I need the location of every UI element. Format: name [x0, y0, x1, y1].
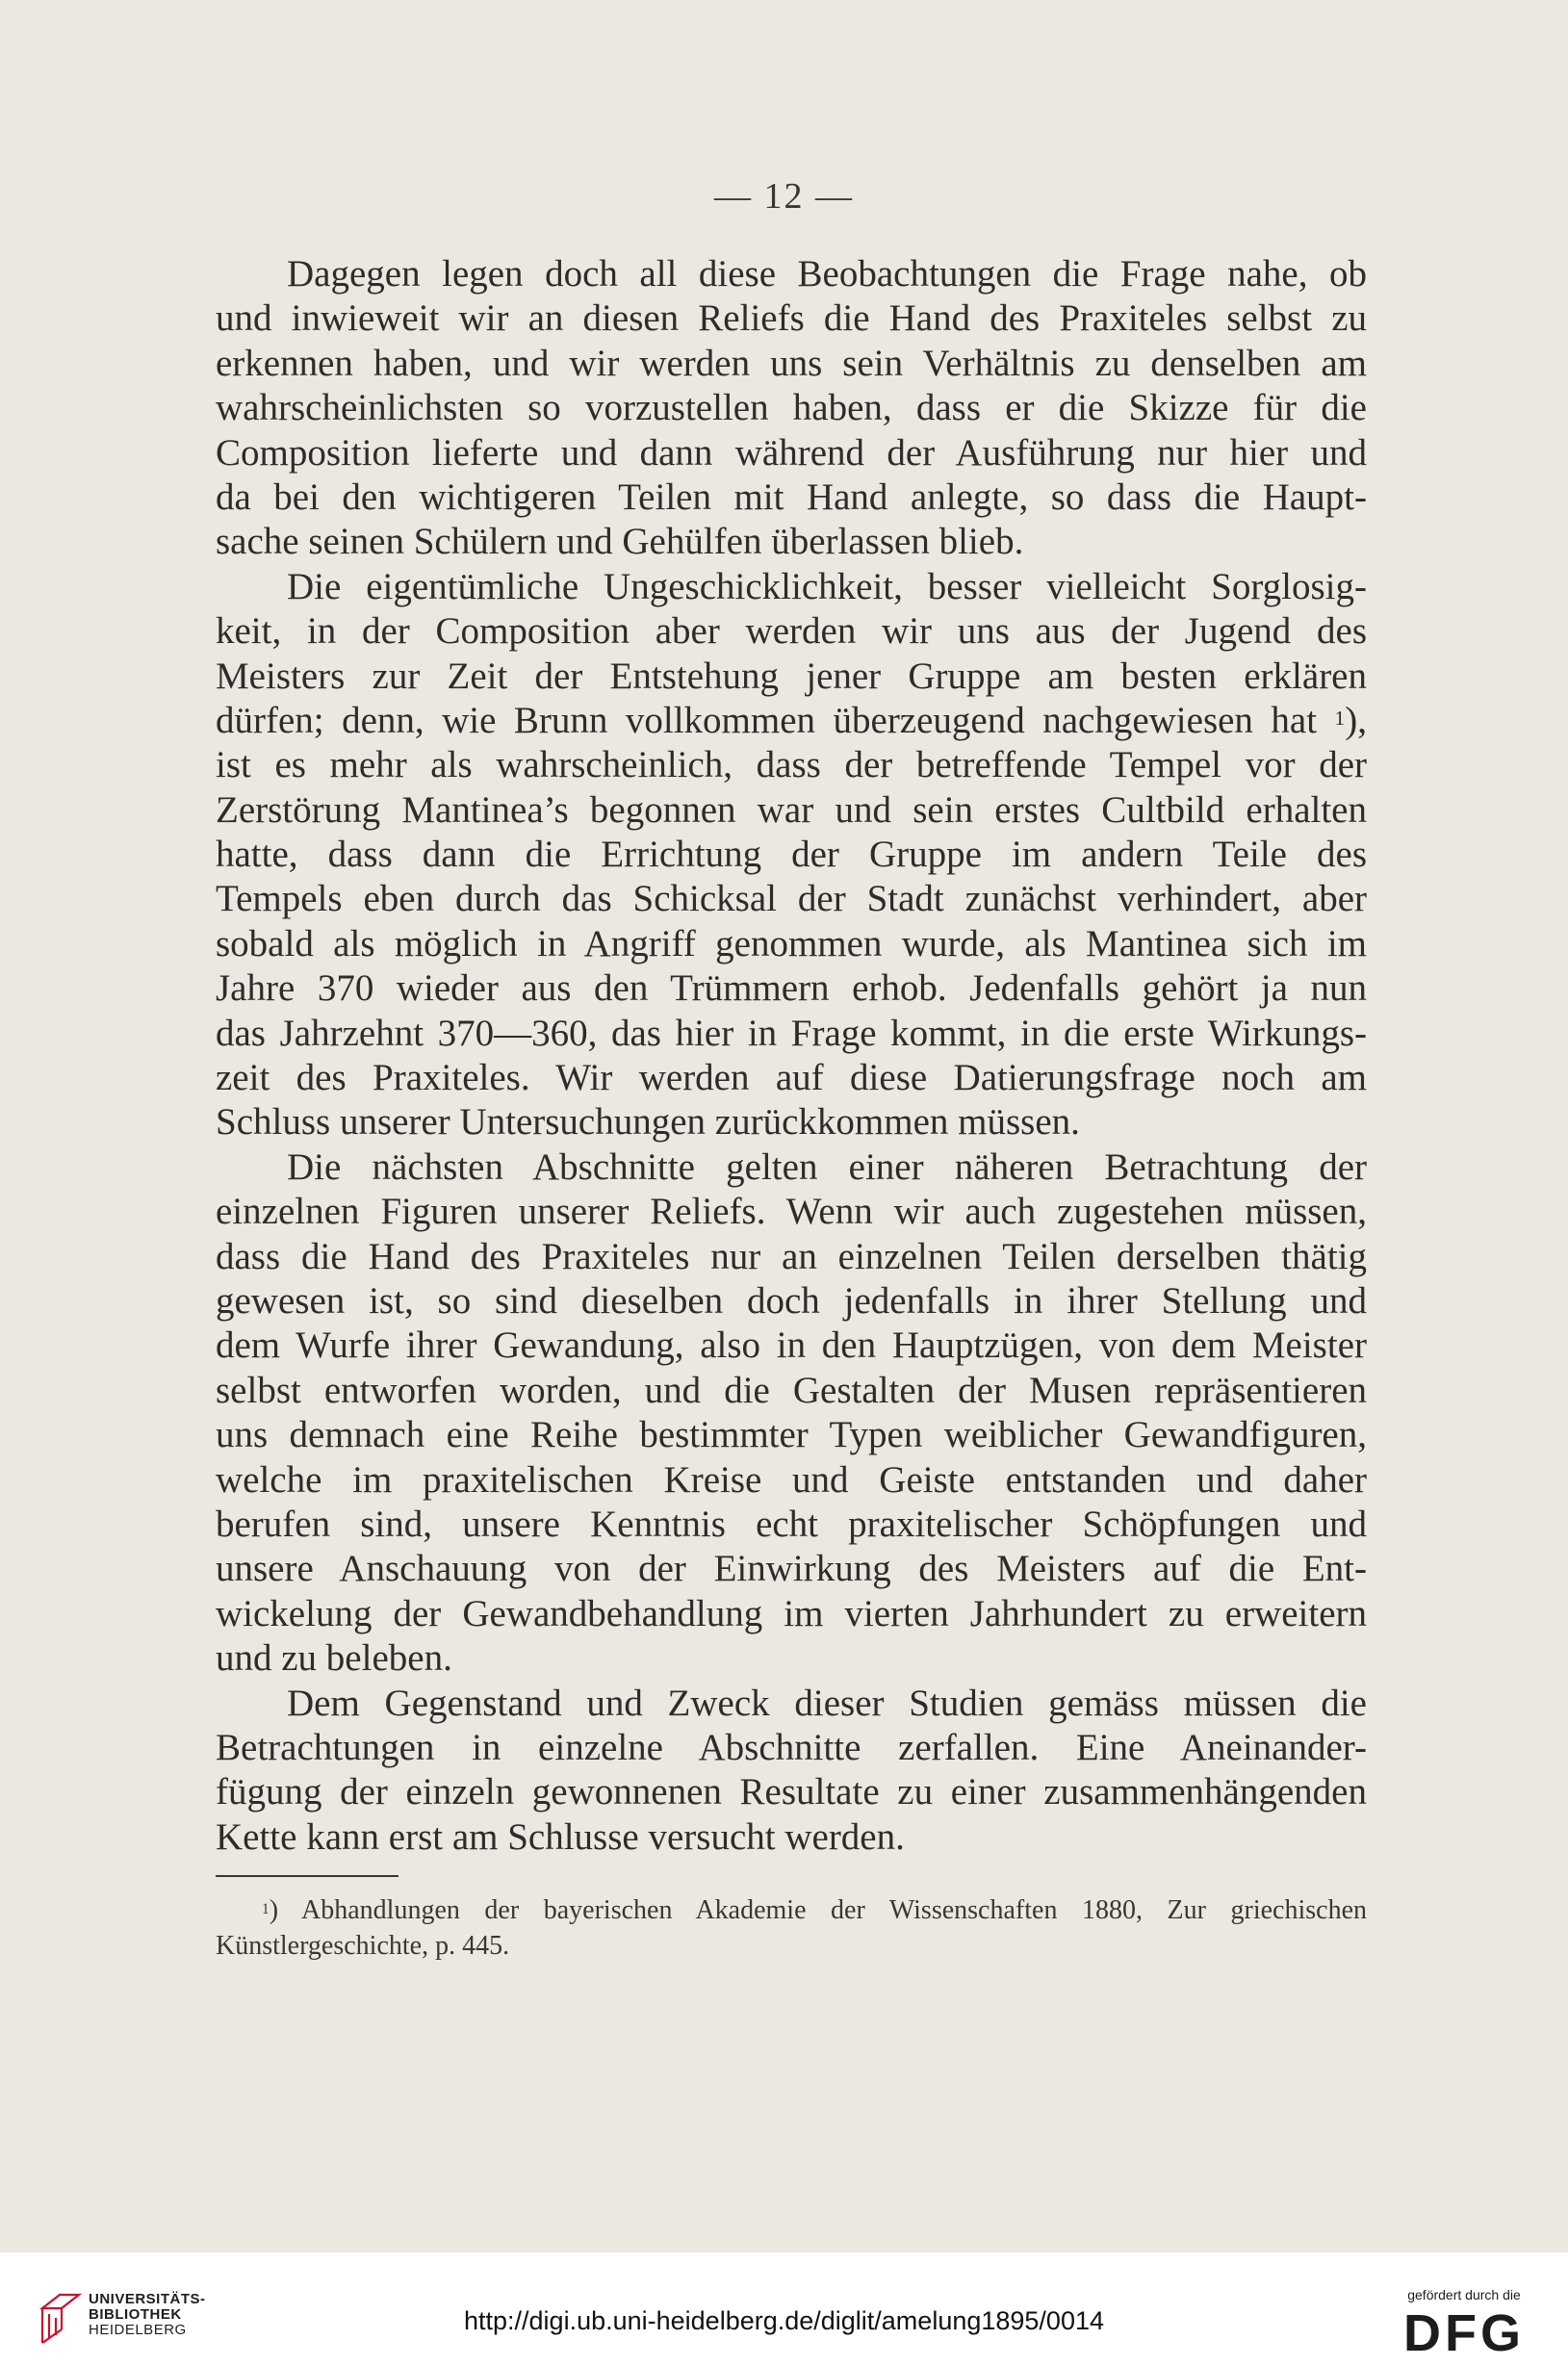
dfg-logo[interactable]: DFG — [1403, 2304, 1525, 2362]
text-line: Schluss unserer Untersuchungen zurückkommen müssen. — [216, 1101, 1080, 1144]
text-line: Kette kann erst am Schlusse versucht werden. — [216, 1815, 905, 1858]
text-line: wahrscheinlichsten so vorzustellen haben, dass er die Skizze für die — [216, 387, 1367, 429]
text-line: berufen sind, unsere Kenntnis echt praxitelischer Schöpfungen und — [216, 1503, 1367, 1545]
text-line: ist es mehr als wahrscheinlich, dass der betreffende Tempel vor der — [216, 744, 1367, 786]
footnote-marker: 1 — [262, 1900, 270, 1917]
text-line: wickelung der Gewandbehandlung im vierten Jahrhundert zu erweitern — [216, 1592, 1367, 1634]
footnote-line — [216, 1892, 1367, 1928]
text-line: Betrachtungen in einzelne Abschnitte zerfallen. Eine Aneinander- — [216, 1726, 1367, 1768]
institution-line: HEIDELBERG — [89, 2322, 187, 2338]
text-line: keit, in der Composition aber werden wir uns aus der Jugend des — [216, 610, 1367, 653]
text-line: dass die Hand des Praxiteles nur an einzelnen Teilen derselben thätig — [216, 1235, 1367, 1277]
text-line: Composition lieferte und dann während der Ausführung nur hier und — [216, 431, 1367, 474]
page-number: — 12 — — [714, 176, 854, 217]
institution-line: BIBLIOTHEK — [89, 2306, 182, 2323]
text-line: Dem Gegenstand und Zweck dieser Studien gemäss müssen die — [287, 1682, 1367, 1724]
footnote-text: Abhandlungen der bayerischen Akademie der Wissenschaften 1880, Zur griechischen — [278, 1895, 1367, 1925]
footnote-marker-suffix: ) — [269, 1895, 279, 1925]
text-line: Tempels eben durch das Schicksal der Stadt zunächst verhindert, aber — [216, 878, 1367, 920]
footnote-reference[interactable]: 1 — [1334, 707, 1346, 731]
text-line: da bei den wichtigeren Teilen mit Hand anlegte, so dass die Haupt- — [216, 476, 1367, 518]
text-line: Zerstörung Mantinea’s begonnen war und sein erstes Cultbild erhalten — [216, 788, 1367, 831]
footnote-divider — [216, 1875, 398, 1877]
text-line: uns demnach eine Reihe bestimmter Typen weiblicher Gewandfiguren, — [216, 1414, 1367, 1456]
text-line: und inwieweit wir an diesen Reliefs die Hand des Praxiteles selbst zu — [216, 297, 1367, 340]
text-line-with-footnote-ref — [216, 699, 1367, 743]
text-line: welche im praxitelischen Kreise und Geiste entstanden und daher — [216, 1458, 1367, 1501]
text-line: Dagegen legen doch all diese Beobachtungen die Frage nahe, ob — [287, 253, 1367, 295]
text-line: selbst entworfen worden, und die Gestalten der Musen repräsentieren — [216, 1369, 1367, 1411]
text-line: dem Wurfe ihrer Gewandung, also in den Hauptzügen, von dem Meister — [216, 1324, 1367, 1367]
text-line: einzelnen Figuren unserer Reliefs. Wenn wir auch zugestehen müssen, — [216, 1191, 1367, 1233]
text-line: fügung der einzeln gewonnenen Resultate zu einer zusammenhängenden — [216, 1771, 1367, 1813]
body-text — [216, 252, 1367, 1860]
footnote-ref-suffix: ), — [1345, 699, 1368, 741]
text-line: Die nächsten Abschnitte gelten einer näheren Betrachtung der — [287, 1145, 1367, 1188]
footnote-line: Künstlergeschichte, p. 445. — [216, 1931, 510, 1961]
text-line: Jahre 370 wieder aus den Trümmern erhob. Jedenfalls gehört ja nun — [216, 967, 1367, 1010]
text-line: das Jahrzehnt 370—360, das hier in Frage kommt, in die erste Wirkungs- — [216, 1012, 1367, 1054]
text-line: sobald als möglich in Angriff genommen wurde, als Mantinea sich im — [216, 922, 1367, 964]
text-line: erkennen haben, und wir werden uns sein Verhältnis zu denselben am — [216, 342, 1367, 384]
text-line: sache seinen Schülern und Gehülfen überlassen blieb. — [216, 521, 1024, 563]
permalink-url[interactable]: http://digi.ub.uni-heidelberg.de/diglit/amelung1895/0014 — [464, 2306, 1104, 2335]
text-line: Die eigentümliche Ungeschicklichkeit, besser vielleicht Sorglosig- — [287, 565, 1367, 607]
text-line: unsere Anschauung von der Einwirkung des Meisters auf die Ent- — [216, 1548, 1367, 1590]
text-line: zeit des Praxiteles. Wir werden auf diese Datierungsfrage noch am — [216, 1057, 1367, 1099]
footnote — [216, 1892, 1367, 1964]
text-line: hatte, dass dann die Errichtung der Gruppe im andern Teile des — [216, 834, 1367, 876]
footer-bar — [0, 2252, 1568, 2366]
text-line: Meisters zur Zeit der Entstehung jener Gruppe am besten erklären — [216, 655, 1367, 697]
text-line: gewesen ist, so sind dieselben doch jedenfalls in ihrer Stellung und — [216, 1279, 1367, 1322]
text-line: und zu beleben. — [216, 1637, 452, 1680]
text-segment: dürfen; denn, wie Brunn vollkommen überzeugend nachgewiesen hat — [216, 699, 1318, 741]
institution-line: UNIVERSITÄTS- — [89, 2291, 206, 2307]
funded-by-label: gefördert durch die — [1407, 2287, 1521, 2302]
